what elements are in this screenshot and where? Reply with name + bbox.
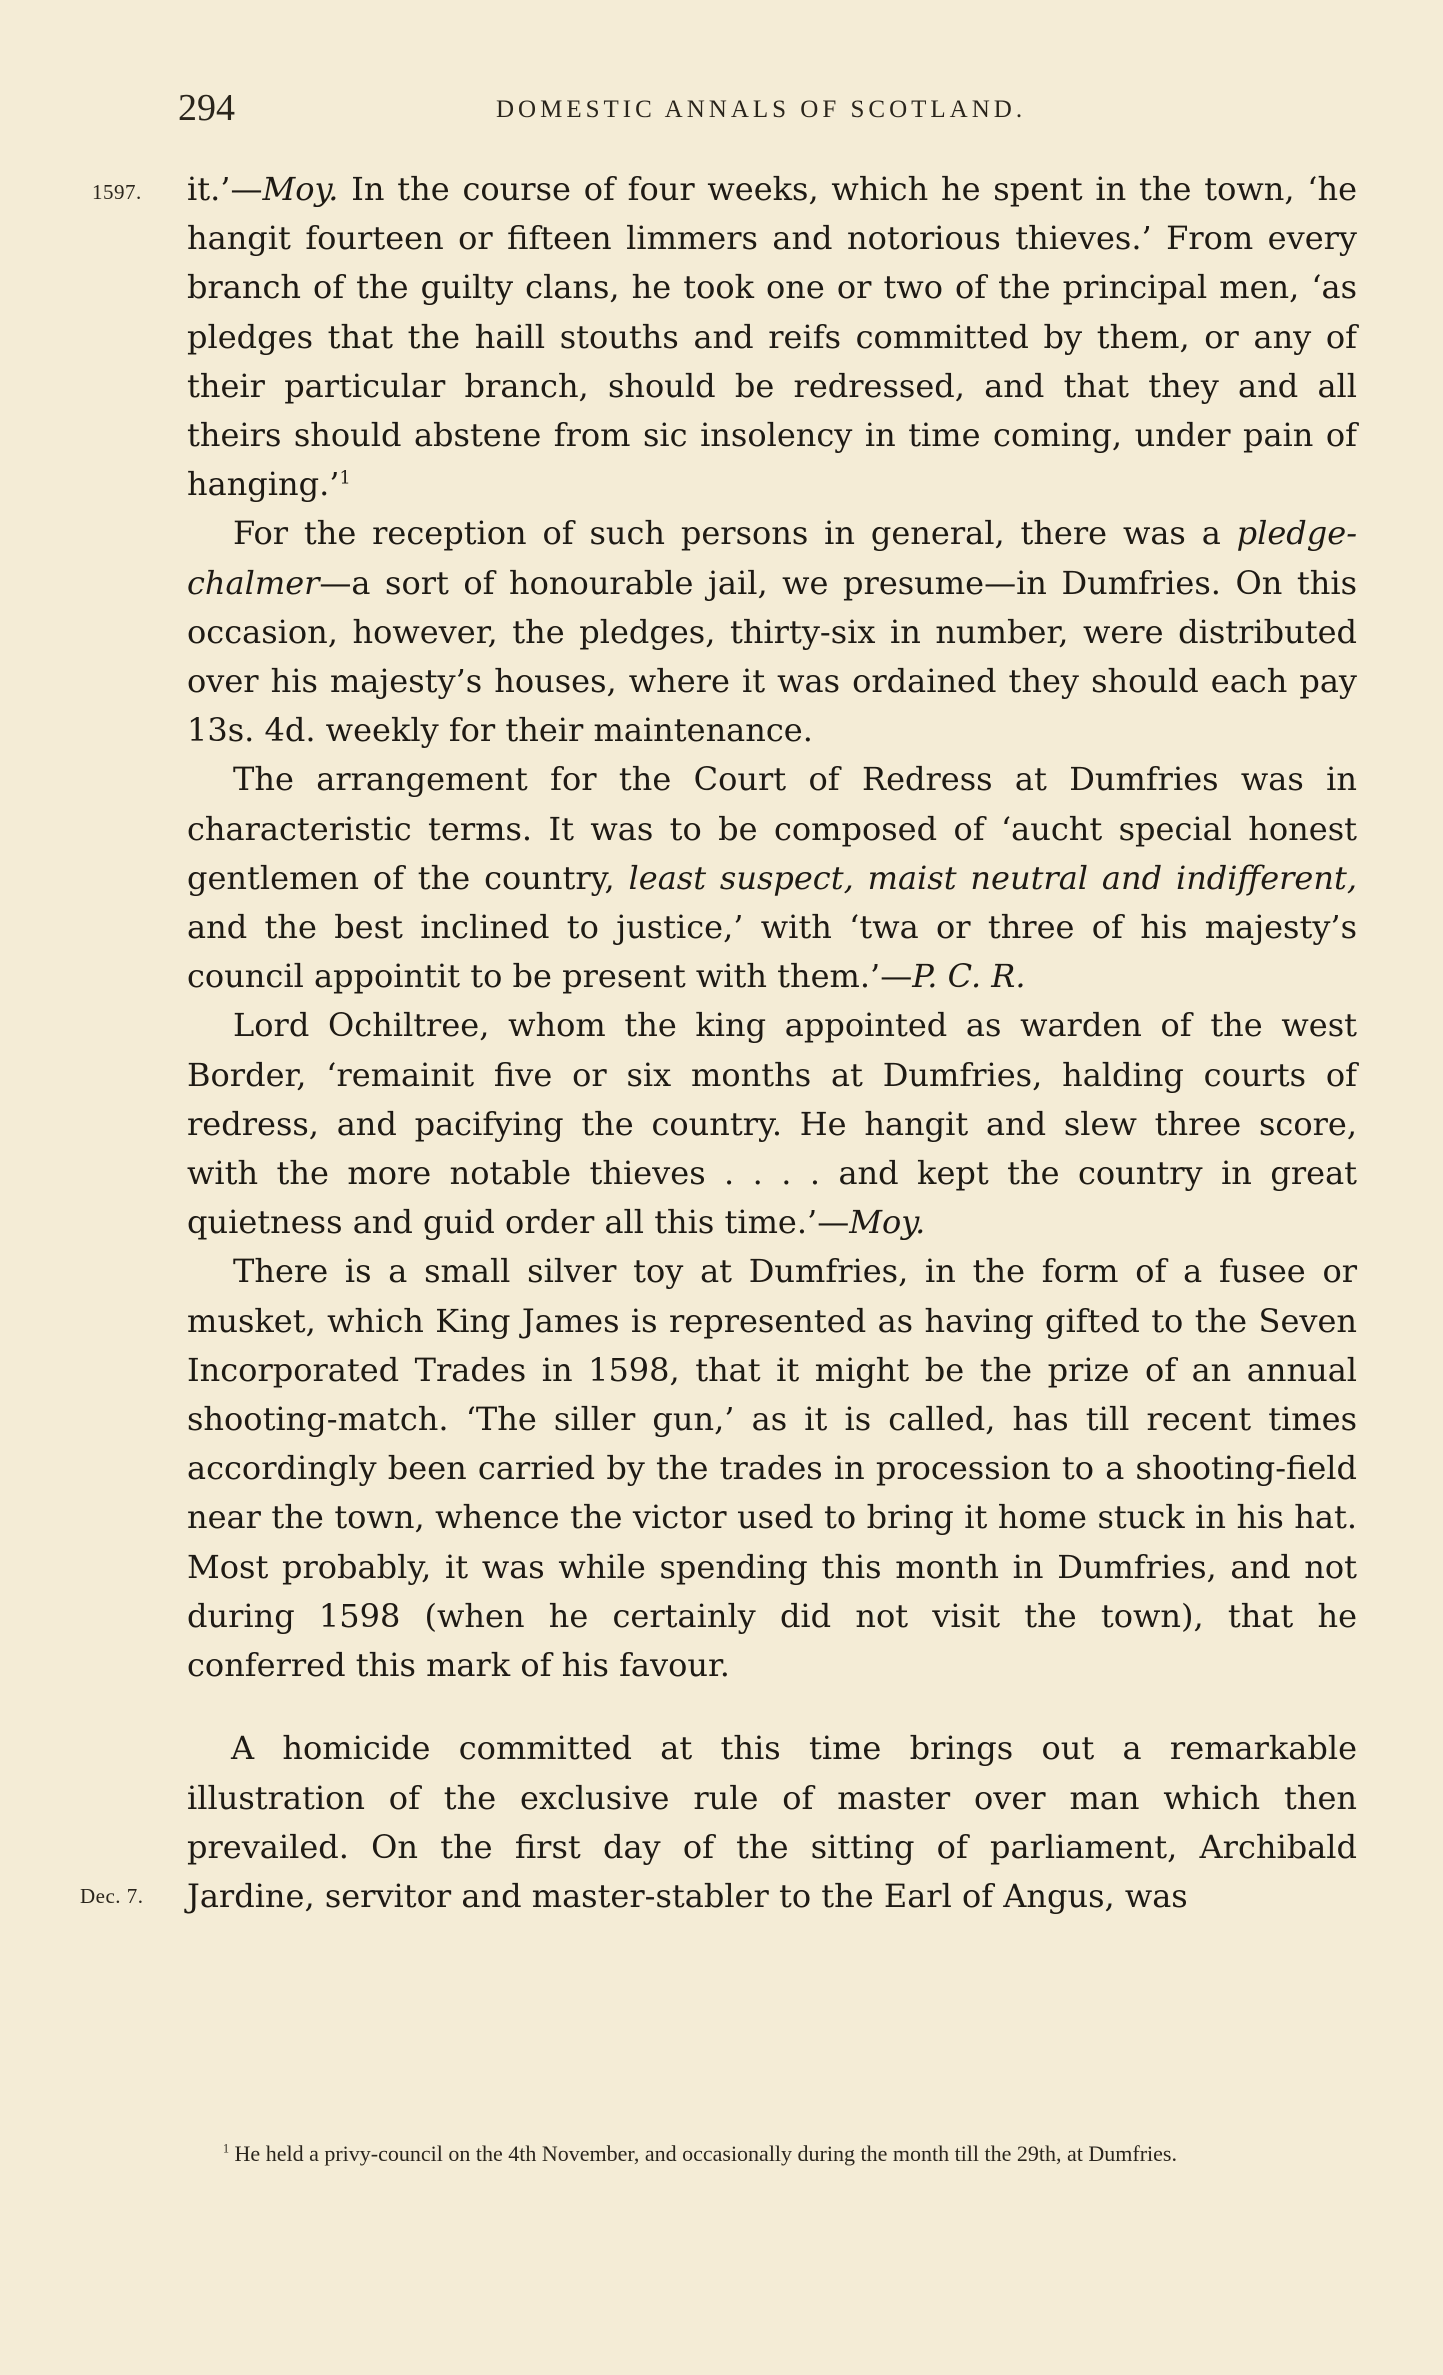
paragraph-text: In the course of four weeks, which he spent in the town, ‘he hangit fourteen or fifteen limmers and notorious thieves.’ From every branch of the guilty clans, he took one or two of the principal men, ‘as pledges that the haill stouths and reifs committed by them, or any of their particular branch, should be redressed, and that they and all theirs should abstene from sic insolency in time coming, under pain of hanging.’ <box>187 170 1357 504</box>
footnote-text: He held a privy-council on the 4th November, and occasionally during the month till the 29th, at Dumfries. <box>229 2141 1177 2166</box>
running-head: DOMESTIC ANNALS OF SCOTLAND. <box>496 96 1027 123</box>
paragraph-3 <box>187 755 1357 1001</box>
footnote <box>187 2136 1355 2172</box>
source-citation: P. C. R. <box>912 957 1026 996</box>
paragraph-text: and the best inclined to justice,’ with ‘twa or three of his majesty’s council appointit to be present with them.’— <box>187 908 1357 996</box>
paragraph-text: —a sort of honourable jail, we presume—in Dumfries. On this occasion, however, the pledges, thirty-six in number, were distributed over his majesty’s houses, where it was ordained they should each pay 13s. 4d. weekly for their maintenance. <box>187 563 1357 750</box>
footnote-marker: 1 <box>223 2141 230 2156</box>
source-citation: Moy. <box>262 170 339 208</box>
paragraph-1 <box>187 165 1357 509</box>
paragraph-2 <box>187 509 1357 755</box>
margin-note-year: 1597. <box>92 180 142 204</box>
paragraph-text: Lord Ochiltree, whom the king appointed as warden of the west Border, ‘remainit five or six months at Dumfries, halding courts of redress, and pacifying the country. He hangit and slew three score, with the more notable thieves . . . . and kept the country in great quietness and guid order all this time.’— <box>187 1006 1357 1242</box>
margin-note-date: Dec. 7. <box>80 1884 144 1908</box>
paragraph-text: it.’— <box>187 170 263 208</box>
italic-term: pledge-chalmer <box>187 514 1357 602</box>
source-citation: Moy. <box>849 1203 926 1242</box>
paragraph-text: The arrangement for the Court of Redress at Dumfries was in characteristic terms. It was to be composed of ‘aucht special honest gentlemen of the country, <box>187 760 1357 897</box>
body-text <box>187 165 1357 1921</box>
page-header <box>178 86 1358 136</box>
paragraph-text: For the reception of such persons in general, there was a <box>233 514 1237 553</box>
italic-phrase: least suspect, maist neutral and indifferent, <box>628 858 1358 897</box>
paragraph-6: A homicide committed at this time brings out a remarkable illustration of the exclusive rule of master over man which then prevailed. On the first day of the sitting of parliament, Archibald Jardine, servitor and master-stabler to the Earl of Angus, was <box>187 1729 1357 1915</box>
footnote-reference: 1 <box>339 468 351 489</box>
paragraph-4 <box>187 1001 1357 1247</box>
page-number: 294 <box>178 87 235 129</box>
paragraph-5: There is a small silver toy at Dumfries, in the form of a fusee or musket, which King James is represented as having gifted to the Seven Incorporated Trades in 1598, that it might be the prize of an annual shooting-match. ‘The siller gun,’ as it is called, has till recent times accordingly been carried by the trades in procession to a shooting-field near the town, whence the victor used to bring it home stuck in his hat. Most probably, it was while spending this month in Dumfries, and not during 1598 (when he certainly did not visit the town), that he conferred this mark of his favour. <box>187 1252 1357 1685</box>
